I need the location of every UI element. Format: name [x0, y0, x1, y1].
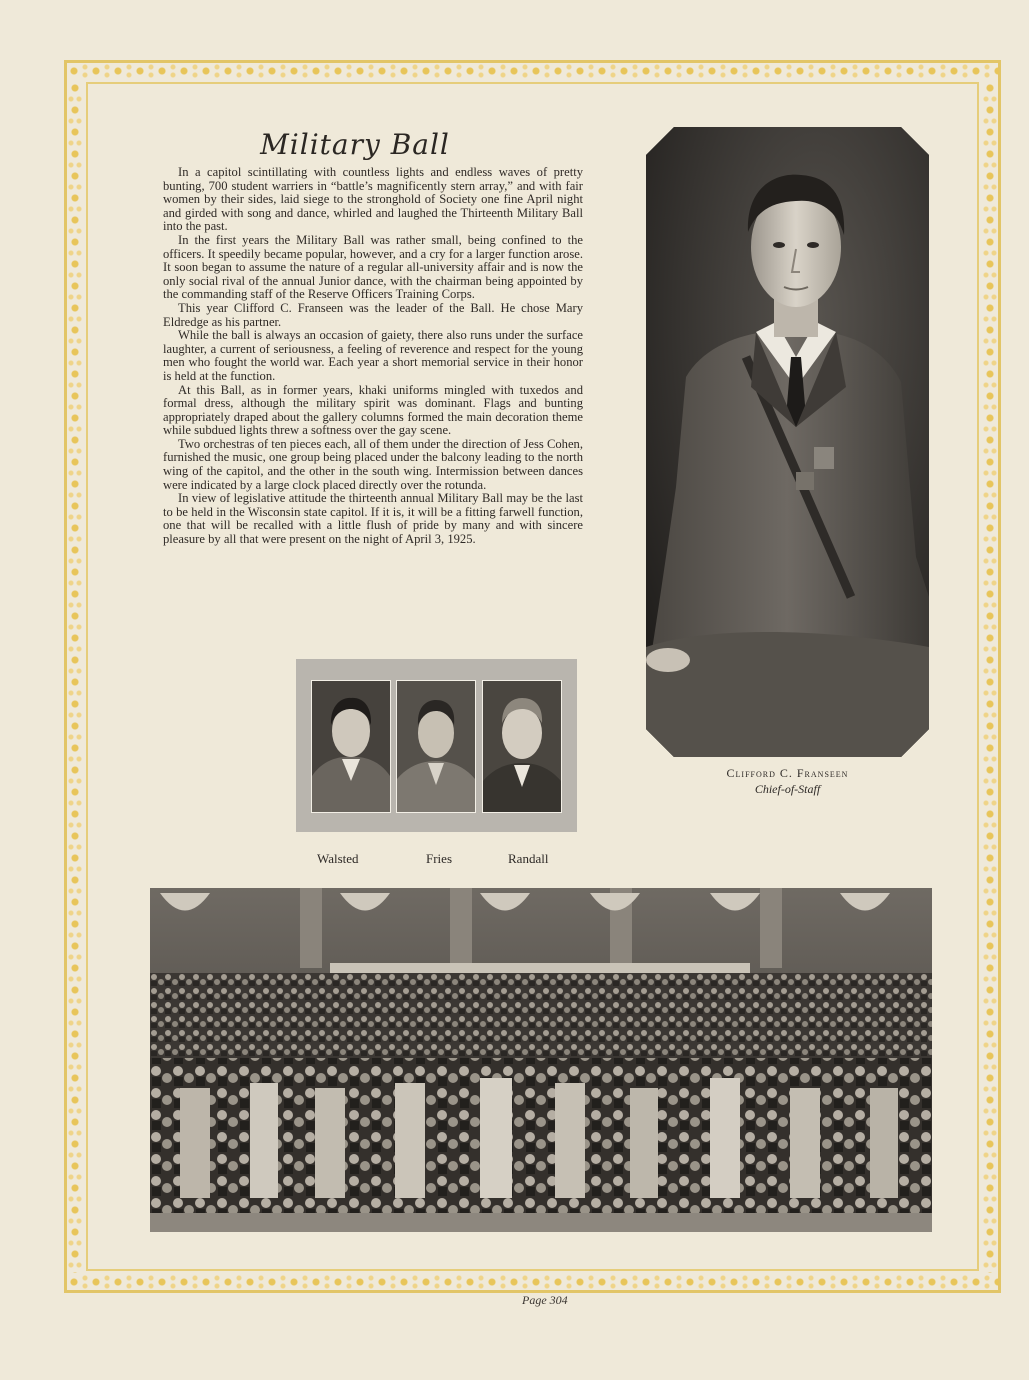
article-paragraph: This year Clifford C. Franseen was the leader of the Ball. He chose Mary Eldredge as his partner. — [163, 300, 583, 329]
ornament-band-bottom — [66, 1273, 999, 1291]
portrait-photo — [646, 127, 929, 757]
trio-photo-panel — [296, 659, 577, 832]
trio-label: Walsted — [317, 851, 359, 866]
article-paragraph: While the ball is always an occasion of gaiety, there also runs under the surface laughter, a current of seriousness, a feeling of reverence and respect for the young men who fought the world war. Each year a short memorial service in their honor is held at the function. — [163, 328, 583, 383]
article-paragraph: Two orchestras of ten pieces each, all of them under the direction of Jess Cohen, furnished the music, one group being placed under the balcony leading to the north wing of the capitol, and the other in the south wing. Intermission between dances were indicated by a large clock placed directly over the rotunda. — [163, 436, 583, 492]
portrait-caption-name: Clifford C. Franseen — [726, 766, 849, 780]
ornament-band-right — [981, 80, 999, 1273]
article-body — [163, 166, 583, 547]
page-number: Page 304 — [522, 1293, 568, 1307]
portrait-walsted — [312, 681, 390, 812]
ornament-band-top — [66, 62, 999, 80]
article-paragraph: In a capitol scintillating with countless lights and endless waves of pretty bunting, 700 student warriers in “battle’s magnificently stern array,” and with fair women by their sides, laid siege to the stronghold of Society one fine April night and girded with song and dance, whirled and laughed the Thirteenth Military Ball into the past. — [163, 165, 583, 234]
ballroom-crowd-illustration — [150, 888, 932, 1232]
article-paragraph: In view of legislative attitude the thirteenth annual Military Ball may be the last to be held in the Wisconsin state capitol. If it is, it will be a fitting farwell function, one that will be recalled with a little flush of pride by many and with sincere pleasure by all that were present on the night of April 3, 1925. — [163, 491, 583, 547]
portrait-illustration — [646, 127, 929, 757]
portrait-caption-role: Chief-of-Staff — [754, 782, 821, 796]
trio-label: Randall — [508, 851, 549, 866]
article-title: Military Ball — [260, 128, 450, 161]
article-paragraph: At this Ball, as in former years, khaki uniforms mingled with tuxedos and formal dress, although the military spirit was dominant. Flags and bunting appropriately draped about the gallery columns formed the main decoration theme while subdued lights threw a softness over the gay scene. — [163, 382, 583, 438]
portrait-randall — [483, 681, 561, 812]
group-photo — [150, 888, 932, 1232]
ornament-band-left — [66, 80, 84, 1273]
portrait-fries — [397, 681, 475, 812]
article-paragraph: In the first years the Military Ball was rather small, being confined to the officers. It speedily became popular, however, and a cry for a larger function arose. It soon began to assume the nature of a regular all-university affair and is now the only social rival of the annual Junior dance, with the chairman being appointed by the commanding staff of the Reserve Officers Training Corps. — [163, 232, 583, 302]
trio-label: Fries — [426, 851, 452, 866]
